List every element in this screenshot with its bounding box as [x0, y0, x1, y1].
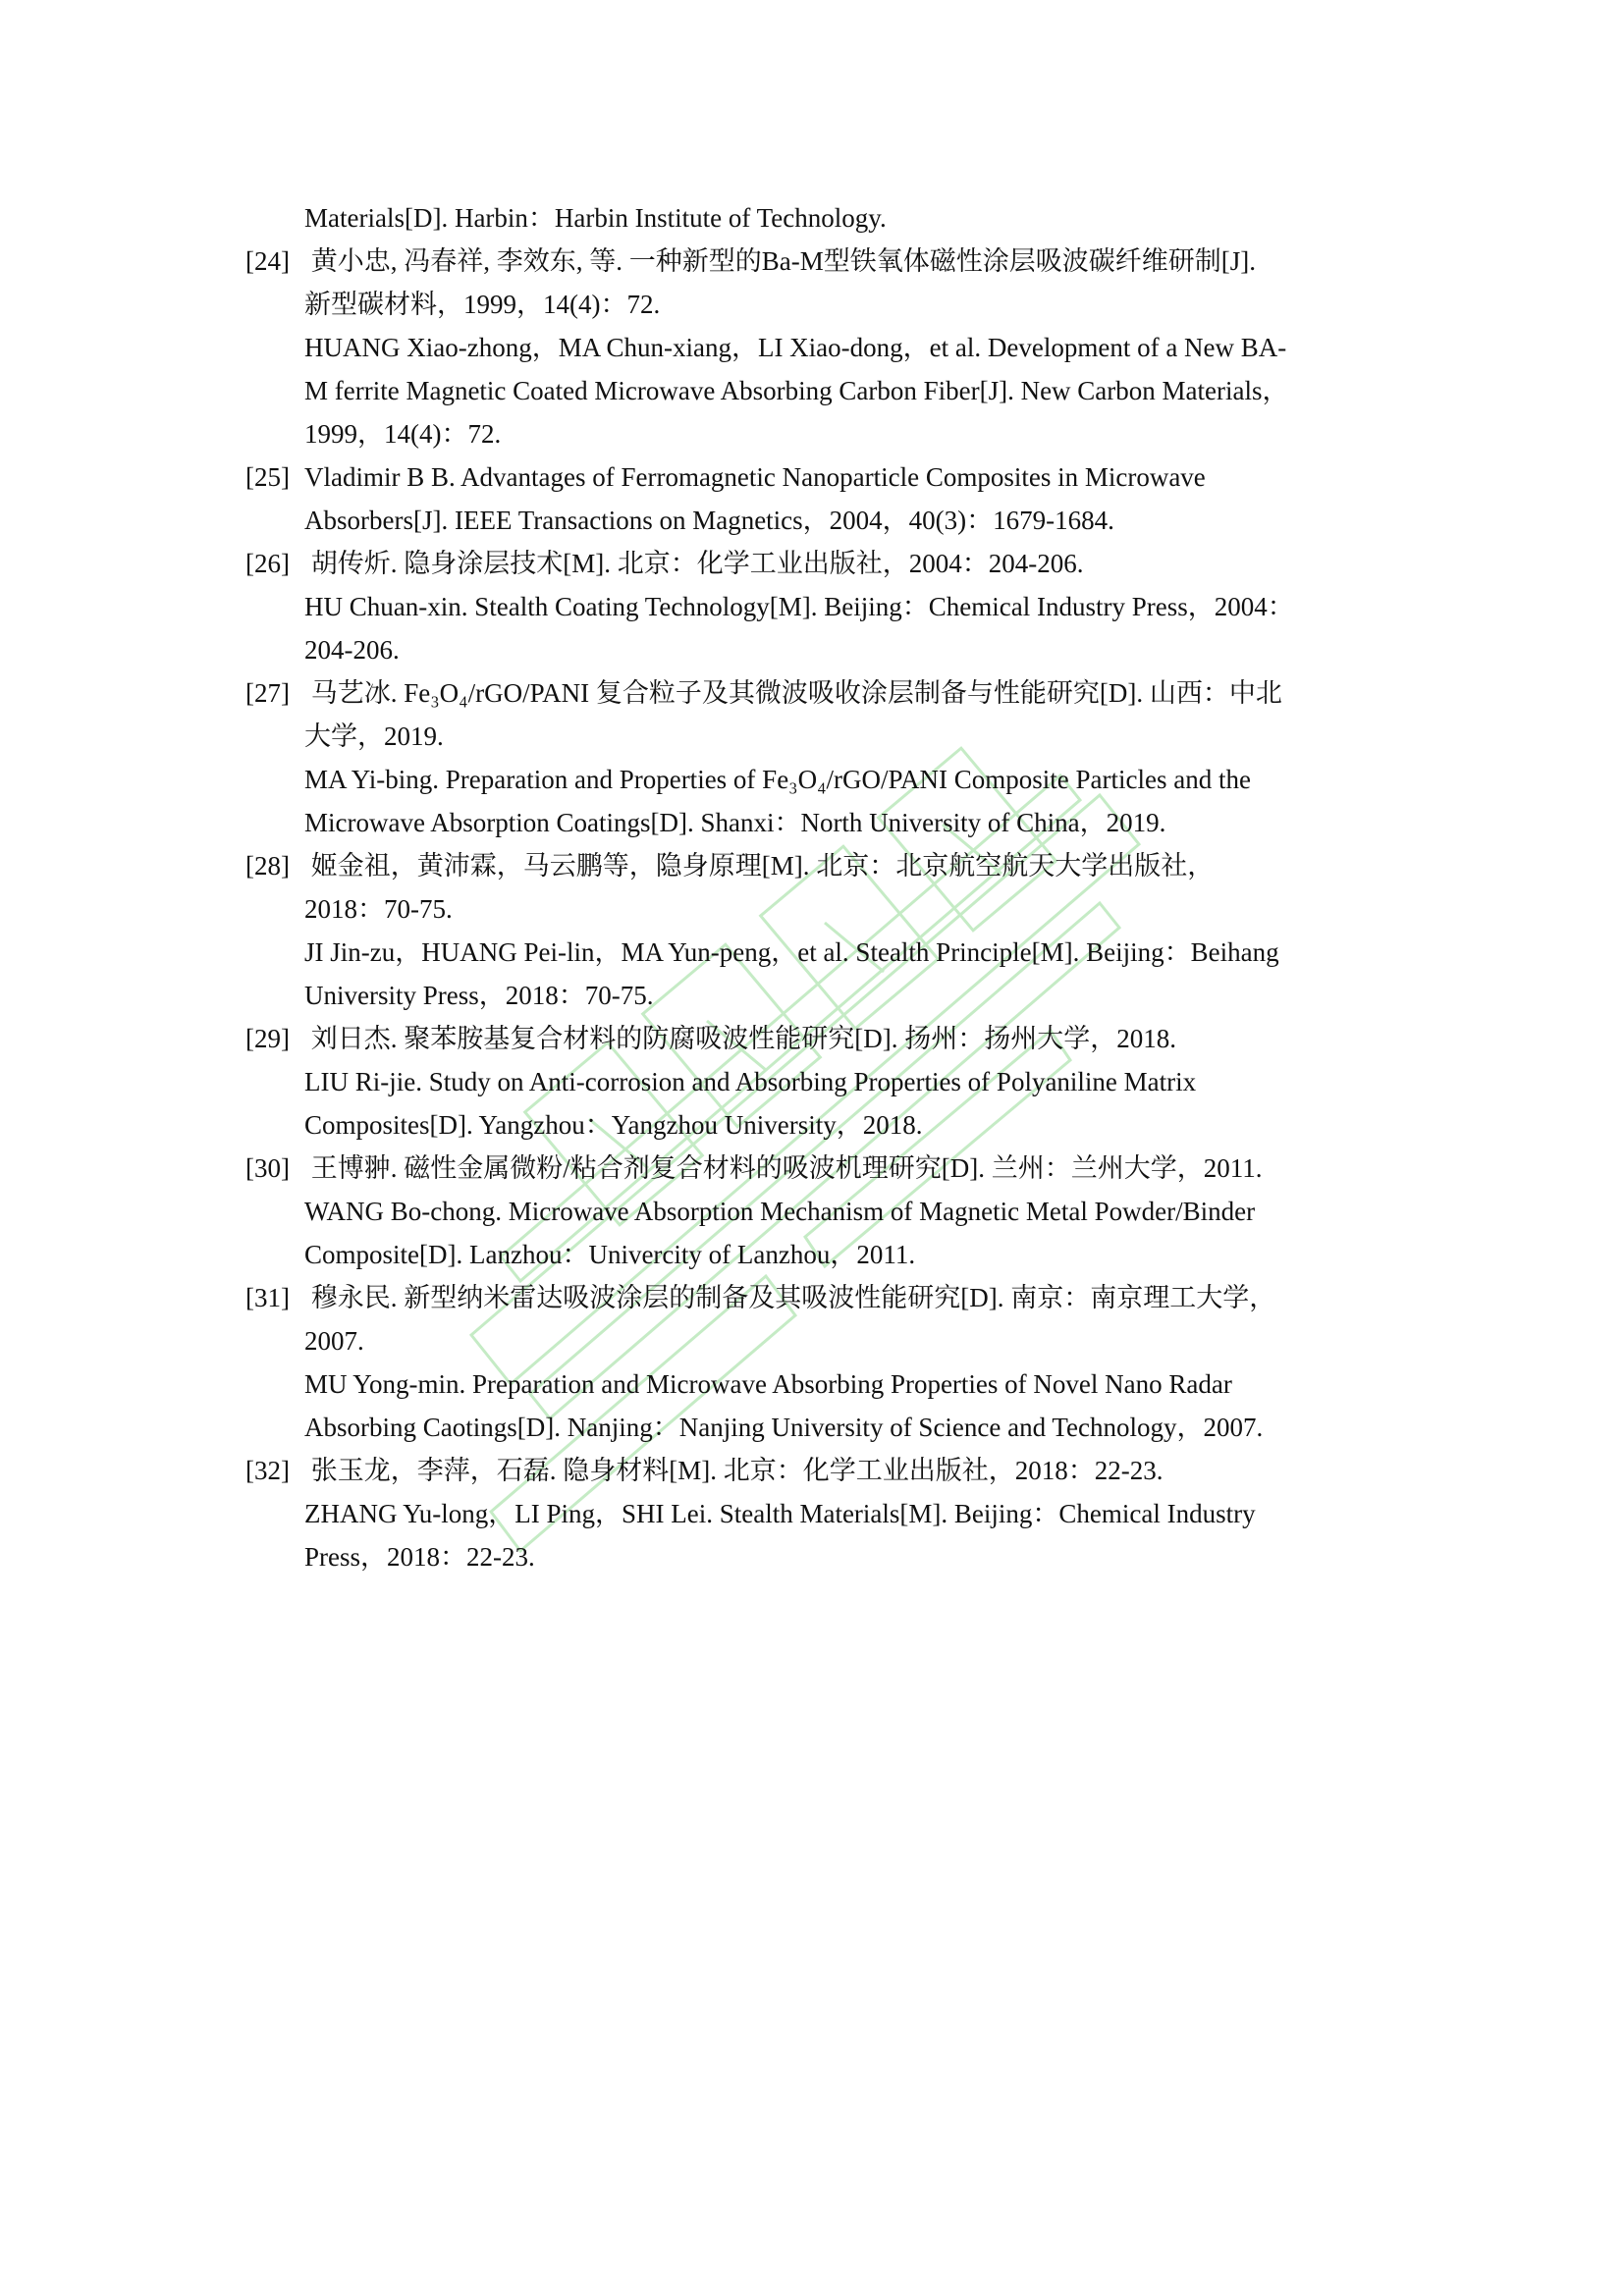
reference-first-line — [245, 1276, 1384, 1319]
reference-text: 姬金祖，黄沛霖，马云鹏等，隐身原理[M]. 北京：北京航空航天大学出版社， — [304, 851, 1215, 881]
reference-first-line — [245, 542, 1384, 585]
reference-text: Press，2018：22-23. — [304, 1542, 535, 1572]
reference-first-line — [245, 671, 1384, 715]
reference-continuation-line — [245, 585, 1384, 628]
reference-continuation-line — [245, 1406, 1384, 1449]
reference-text: 刘日杰. 聚苯胺基复合材料的防腐吸波性能研究[D]. 扬州：扬州大学，2018. — [304, 1024, 1176, 1053]
reference-entry — [245, 671, 1384, 844]
reference-number: [24] — [245, 246, 290, 276]
reference-entry — [245, 844, 1384, 1017]
reference-continuation-line — [245, 1190, 1384, 1233]
reference-entry — [245, 1276, 1384, 1449]
reference-continuation-line — [245, 326, 1384, 369]
reference-text: University Press，2018：70-75. — [304, 981, 654, 1010]
reference-text: 1999，14(4)：72. — [304, 419, 502, 449]
reference-continuation-line — [245, 758, 1384, 801]
reference-text: Absorbing Caotings[D]. Nanjing：Nanjing University of Science and Technology，2007. — [304, 1413, 1264, 1442]
reference-text: HU Chuan-xin. Stealth Coating Technology[M]. Beijing：Chemical Industry Press，2004： — [304, 592, 1294, 621]
reference-entry — [245, 1449, 1384, 1578]
reference-continuation-line — [245, 369, 1384, 412]
reference-text: LIU Ri-jie. Study on Anti-corrosion and Absorbing Properties of Polyaniline Matrix — [304, 1067, 1197, 1096]
reference-entry — [245, 1147, 1384, 1276]
reference-text: 新型碳材料，1999，14(4)：72. — [304, 290, 661, 319]
reference-number: [27] — [245, 678, 290, 708]
reference-continuation-line — [245, 628, 1384, 671]
reference-continuation-line — [245, 196, 1384, 240]
reference-text: 204-206. — [304, 635, 400, 665]
reference-continuation-line — [245, 1362, 1384, 1406]
reference-text: Microwave Absorption Coatings[D]. Shanxi：North University of China，2019. — [304, 808, 1166, 837]
reference-text: 王博翀. 磁性金属微粉/粘合剂复合材料的吸波机理研究[D]. 兰州：兰州大学，2011. — [304, 1153, 1263, 1183]
reference-number: [31] — [245, 1283, 290, 1312]
reference-text: Materials[D]. Harbin：Harbin Institute of Technology. — [304, 203, 887, 233]
reference-text: JI Jin-zu，HUANG Pei-lin，MA Yun-peng，et al. Stealth Principle[M]. Beijing：Beihang — [304, 937, 1279, 967]
reference-text: M ferrite Magnetic Coated Microwave Absorbing Carbon Fiber[J]. New Carbon Materials， — [304, 376, 1289, 405]
reference-continuation-line — [245, 1103, 1384, 1147]
reference-text: 2018：70-75. — [304, 894, 453, 924]
reference-text: 穆永民. 新型纳米雷达吸波涂层的制备及其吸波性能研究[D]. 南京：南京理工大学， — [304, 1283, 1276, 1312]
reference-number: [30] — [245, 1153, 290, 1183]
reference-first-line — [245, 1449, 1384, 1492]
reference-text: 2007. — [304, 1326, 364, 1356]
reference-first-line — [245, 455, 1384, 499]
reference-text: 马艺冰. Fe₃O₄/rGO/PANI 复合粒子及其微波吸收涂层制备与性能研究[D]. 山西：中北 — [304, 678, 1282, 708]
reference-first-line — [245, 1017, 1384, 1060]
reference-number: [28] — [245, 851, 290, 881]
reference-text: 张玉龙，李萍，石磊. 隐身材料[M]. 北京：化学工业出版社，2018：22-23. — [304, 1456, 1164, 1485]
reference-continuation-line — [245, 974, 1384, 1017]
reference-number: [25] — [245, 462, 290, 492]
reference-text: WANG Bo-chong. Microwave Absorption Mechanism of Magnetic Metal Powder/Binder — [304, 1197, 1256, 1226]
reference-continuation-line — [245, 283, 1384, 326]
reference-entry — [245, 240, 1384, 455]
reference-entry — [245, 1017, 1384, 1147]
reference-text: 黄小忠, 冯春祥, 李效东, 等. 一种新型的Ba-M型铁氧体磁性涂层吸波碳纤维研制[J]. — [304, 246, 1256, 276]
reference-text: Vladimir B B. Advantages of Ferromagnetic Nanoparticle Composites in Microwave — [304, 462, 1206, 492]
reference-entry — [245, 196, 1384, 240]
reference-continuation-line — [245, 801, 1384, 844]
reference-first-line — [245, 844, 1384, 887]
reference-first-line — [245, 1147, 1384, 1190]
reference-text: MU Yong-min. Preparation and Microwave Absorbing Properties of Novel Nano Radar — [304, 1369, 1232, 1399]
reference-text: Composite[D]. Lanzhou：Univercity of Lanzhou，2011. — [304, 1240, 916, 1269]
reference-text: MA Yi-bing. Preparation and Properties of Fe₃O₄/rGO/PANI Composite Particles and the — [304, 765, 1251, 794]
reference-list — [245, 196, 1384, 1578]
reference-text: 大学，2019. — [304, 721, 444, 751]
reference-continuation-line — [245, 1492, 1384, 1535]
reference-text: HUANG Xiao-zhong，MA Chun-xiang，LI Xiao-dong，et al. Development of a New BA- — [304, 333, 1287, 362]
reference-text: Absorbers[J]. IEEE Transactions on Magnetics，2004，40(3)：1679-1684. — [304, 506, 1114, 535]
reference-continuation-line — [245, 715, 1384, 758]
reference-continuation-line — [245, 887, 1384, 931]
reference-continuation-line — [245, 499, 1384, 542]
reference-text: ZHANG Yu-long，LI Ping，SHI Lei. Stealth Materials[M]. Beijing：Chemical Industry — [304, 1499, 1256, 1528]
reference-text: 胡传炘. 隐身涂层技术[M]. 北京：化学工业出版社，2004：204-206. — [304, 549, 1084, 578]
reference-continuation-line — [245, 1535, 1384, 1578]
reference-number: [29] — [245, 1024, 290, 1053]
reference-entry — [245, 542, 1384, 671]
reference-number: [26] — [245, 549, 290, 578]
reference-text: Composites[D]. Yangzhou：Yangzhou University，2018. — [304, 1110, 923, 1140]
reference-entry — [245, 455, 1384, 542]
reference-number: [32] — [245, 1456, 290, 1485]
reference-continuation-line — [245, 1319, 1384, 1362]
reference-continuation-line — [245, 1060, 1384, 1103]
reference-first-line — [245, 240, 1384, 283]
reference-continuation-line — [245, 412, 1384, 455]
reference-continuation-line — [245, 931, 1384, 974]
reference-continuation-line — [245, 1233, 1384, 1276]
